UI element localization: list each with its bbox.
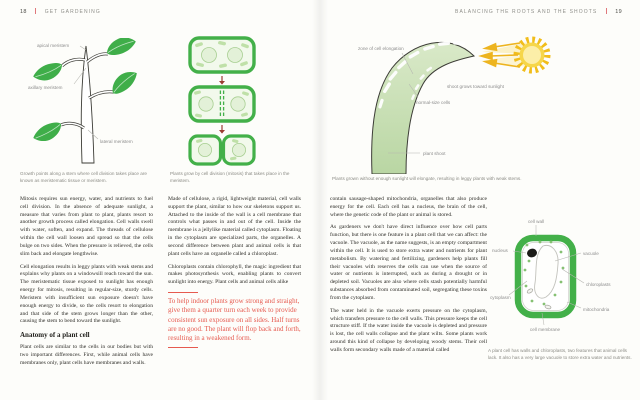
pullquote-rule-bottom [168, 347, 198, 348]
paragraph: Chloroplasts contain chlorophyll, the magic ingredient that makes photosynthesis work, enabling plants to convert sunlight into energy. Plant cells and animal cells alike [168, 263, 301, 286]
arrow-down-icon [219, 76, 225, 85]
section-heading: Anatomy of a plant cell [20, 331, 90, 340]
shoot-diagram [332, 24, 632, 174]
label-nucleus: nucleus [492, 248, 508, 253]
paragraph: Made of cellulose, a rigid, lightweight material, cell walls support the plant, similar to how our skeletons support us. Attached to the inside of the wall is a cell membrane that controls what passes in and out of the cell. Inside the membrane is a jellylike material called cytoplasm. Floating in the cytoplasm are specialized parts, the organelles. A second difference between plant and animal cells is that plant cells have an organelle called a chloroplast. [168, 196, 301, 257]
paragraph: contain sausage-shaped mitochondria, organelles that also produce energy for the cell. Each cell has a nucleus, the brain of the cell, where the genetic code of the plant or animal is stored. [330, 196, 487, 218]
label-axillary-meristem: axillary meristem [28, 85, 63, 90]
header-divider [35, 8, 36, 14]
label-zone-of-cell-elongation: zone of cell elongation [358, 46, 404, 51]
cell-stage-3 [190, 136, 254, 164]
right-header-title: BALANCING THE ROOTS AND THE SHOOTS [455, 9, 598, 15]
mitosis-caption: Plants grow by cell division (mitosis) that takes place in the meristem. [170, 171, 290, 183]
label-cell-wall: cell wall [527, 219, 545, 224]
right-running-header [455, 8, 622, 15]
label-mitochondria: mitochondria [583, 307, 610, 312]
label-lateral-meristem: lateral meristem [100, 139, 133, 144]
label-vacuole: vacuole [583, 251, 599, 256]
paragraph: As gardeners we don't have direct influence over how cell parts function, but there is one feature in a plant cell that we can affect: the vacuole. The vacuole, as the name suggests, is an empty compartment within the cell. It is used to store extra water and nutrients for plant metabolism. By watering and fertilizing, gardeners help plants fill their vacuoles with reserves the cells can use when the source of water or nutrients is interrupted, such as during a drought or in depleted soil. Vacuoles are also where cells stash potentially harmful substances absorbed from contaminated soil, segregating these toxins from the cytoplasm. [330, 224, 487, 301]
label-cytoplasm: cytoplasm [490, 295, 511, 300]
header-divider [606, 8, 607, 14]
left-running-header [20, 8, 101, 15]
cell-diagram-caption: A plant cell has walls and chloroplasts, two features that animal cells lack. It also has a very large vacuole to store extra water and nutrients. [488, 348, 632, 360]
paragraph: Cell elongation results in leggy plants with weak stems and explains why plants on a windowsill reach toward the sun. The meristematic tissue exposed to sunlight has enough energy for mitosis, resulting in regular-size, sturdy cells. Meristem with insufficient sun exposure doesn't have enough energy to divide, so the cells resort to elongation and that side of the stem grows longer than the other, causing the stem to bend toward the sunlight. [20, 263, 153, 325]
left-page-column-1 [20, 196, 153, 373]
left-page-number: 18 [20, 9, 27, 15]
paragraph: The water held in the vacuole exerts pressure on the cytoplasm, which transfers pressure to the cell walls. This pressure keeps the cell structure stiff. If the water inside the vacuole is depleted and pressure is lost, the cell walls collapse and the plant wilts. Some plants work around this kind of collapse by developing woody stems. Their cell walls form secondary walls made of a material called [330, 307, 487, 353]
label-normal-size-cells: normal-size cells [416, 100, 451, 105]
pullquote-rule-top [168, 292, 198, 293]
left-header-title: GET GARDENING [44, 9, 101, 15]
mitosis-diagram [188, 36, 256, 166]
cell-stage-2 [190, 87, 254, 121]
pullquote: To help indoor plants grow strong and straight, give them a quarter turn each week to provide consistent sun exposure on all sides. Half turns are no good. The plant will flop back and forth, resulting in a weakened form. [168, 297, 301, 343]
left-page-column-2 [168, 196, 301, 352]
paragraph: Plant cells are similar to the cells in our bodies but with two important differences. First, while animal cells have membranes only, plant cells have membranes and walls. [20, 344, 153, 366]
shoot-caption: Plants grown without enough sunlight will elongate, resulting in leggy plants with weak stems. [332, 176, 522, 181]
label-cell-membrane: cell membrane [529, 327, 561, 332]
arrow-down-icon [219, 125, 225, 134]
right-page-number: 19 [615, 9, 622, 15]
right-page-column-1 [330, 196, 487, 360]
meristem-caption: Growth points along a stem where cell division takes place are known as meristematic tissue or meristem. [20, 171, 147, 183]
paragraph: Mitosis requires sun energy, water, and nutrients to fuel cell division. In the absence of adequate sunlight, a measure that varies from plant to plant, plants resort to another growth process called elongation. Cell walls swell with water, soften, and expand. The threads of cellulose within the cell wall loosen and spread so that the cells bulge on two sides. When the pressure is relieved, the cells slim back and elongate lengthwise. [20, 196, 153, 257]
meristem-diagram [20, 38, 152, 168]
plant-cell-diagram [488, 212, 638, 338]
page-gutter [312, 0, 328, 400]
label-apical-meristem: apical meristem [37, 43, 70, 48]
label-shoot-grows-toward-sunlight: shoot grows toward sunlight [447, 84, 504, 89]
label-plant-shoot: plant shoot [423, 151, 446, 156]
cell-stage-1 [190, 38, 254, 72]
label-chloroplasts: chloroplasts [586, 282, 611, 287]
plant-stem [81, 46, 94, 163]
